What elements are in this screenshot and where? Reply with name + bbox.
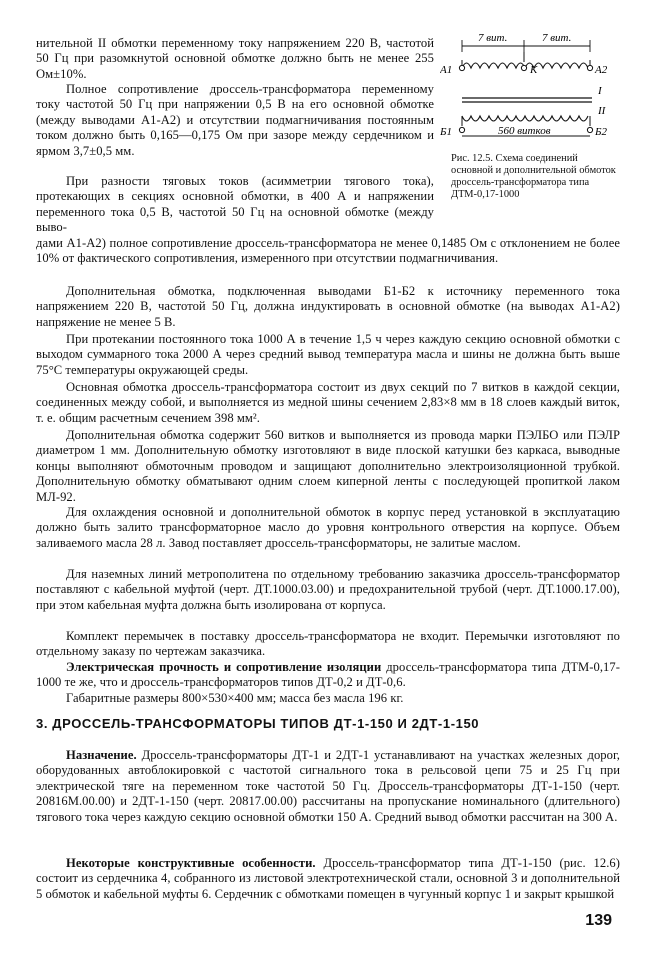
terminal-k-label: К: [530, 64, 538, 76]
paragraph: При протекании постоянного тока 1000 А в течение 1,5 ч через каждую секцию основной обмотки с выходом суммарного тока 2000 А через средний вывод температура масла и шины не должна быть выше 75°С температуры окружающей среды.: [36, 332, 620, 377]
terminal-a2-label: А2: [595, 64, 608, 76]
bottom-turns-label: 560 витков: [498, 125, 551, 137]
paragraph-lead: Назначение.: [66, 748, 137, 762]
paragraph: Основная обмотка дроссель-трансформатора состоит из двух секций по 7 витков в каждой секции, соединенных между собой, и выполняется из медной шины сечением 2,83×8 мм в 18 слоев каждый виток, т. е. общим расчетным сечением 398 мм².: [36, 380, 620, 425]
paragraph: Для наземных линий метрополитена по отдельному требованию заказчика дроссель-трансформатор поставляют с кабельной муфтой (черт. ДТ.1000.03.00) и предохранительной трубой (черт. ДТ.1000.17.00), при этом кабельная муфта должна быть изолирована от корпуса.: [36, 567, 620, 612]
paragraph: нительной II обмотки переменному току напряжением 220 В, частотой 50 Гц при разомкнутой основной обмотке должно быть не менее 255 Ом±10%.: [36, 36, 434, 81]
figure-caption: Рис. 12.5. Схема соединений основной и дополнительной обмоток дроссель-трансформатора типа ДТМ-0,17-1000: [451, 153, 616, 200]
paragraph: Комплект перемычек в поставку дроссель-трансформатора не входит. Перемычки изготовляют по отдельному заказу по чертежам заказчика.: [36, 629, 620, 659]
paragraph: Полное сопротивление дроссель-трансформатора переменному току частотой 50 Гц при напряжении 0,5 В на его основной обмотке (между выводами А1-А2) и отсутствии подмагничивания постоянным током должно быть 0,165—0,175 Ом при зазоре между сердечником и ярмом 3,7±0,5 мм.: [36, 82, 434, 158]
page-number: 139: [585, 912, 612, 929]
paragraph-body: Дроссель-трансформатор типа ДТ-1-150 (рис. 12.6) состоит из сердечника 4, собранного из листовой электротехнической стали, основной 3 и дополнительной 5 обмоток и кабельной муфты 6. Сердечник с обмотками помещен в чугунный корпус 1 и закрыт крышкой: [36, 856, 620, 901]
winding-1-label: I: [598, 85, 602, 97]
paragraph-body: Дроссель-трансформаторы ДТ-1 и 2ДТ-1 устанавливают на участках железных дорог, оборудованных автоблокировкой с частотой сигнального тока в рельсовой цепи 75 и 25 Гц при электрической тяге на переменном токе частотой 50 Гц. Дроссель-трансформаторы ДТ-1-150 (черт. 20816М.00.00) и 2ДТ-1-150 (черт. 20817.00.00) рассчитаны на пропускание номинального (длительного) тягового тока через каждую секцию основной обмотки 150 А. Средний вывод обмотки рассчитан на 300 А.: [36, 748, 620, 824]
terminal-a1-label: А1: [440, 64, 453, 76]
paragraph: дами А1-А2) полное сопротивление дроссель-трансформатора не менее 0,1485 Ом с отклонением не более 10% от фактического сопротивления, измеренного при отсутствии подмагничивания.: [36, 236, 620, 266]
paragraph: Дополнительная обмотка, подключенная выводами Б1-Б2 к источнику переменного тока напряжением 220 В, частотой 50 Гц, должна индуктировать в основной обмотке (на выводах А1-А2) напряжение не менее 5 В.: [36, 284, 620, 329]
paragraph-lead: Электрическая прочность и сопротивление изоляции: [66, 660, 382, 674]
winding-2-label: II: [598, 105, 606, 117]
paragraph: Для охлаждения основной и дополнительной обмоток в корпус перед установкой в эксплуатацию должно быть залито трансформаторное масло до уровня контрольного отверстия на корпусе. Объем заливаемого масла 28 л. Завод поставляет дроссель-трансформаторы, не залитые маслом.: [36, 505, 620, 550]
top-left-turns-label: 7 вит.: [478, 32, 508, 44]
paragraph: При разности тяговых токов (асимметрии тягового тока), протекающих в секциях основной обмотки, в 400 А и напряжении переменного тока 0,5 В, частотой 50 Гц на основной обмотке (между выво-: [36, 174, 434, 235]
section-heading: 3. ДРОССЕЛЬ-ТРАНСФОРМАТОРЫ ТИПОВ ДТ-1-150 И 2ДТ-1-150: [36, 716, 480, 731]
paragraph: [36, 748, 620, 825]
paragraph-lead: Некоторые конструктивные особенности.: [66, 856, 316, 870]
paragraph: Дополнительная обмотка содержит 560 витков и выполняется из провода марки ПЭЛБО или ПЭЛР диаметром 1 мм. Дополнительную обмотку изготовляют в виде плоской катушки без каркаса, выводные концы выполняют обмоточным проводом и защищают дополнительно электроизоляционной трубкой. Дополнительную обмотку обматывают одним слоем киперной ленты с последующей пропиткой лаком МЛ-92.: [36, 428, 620, 504]
paragraph: Габаритные размеры 800×530×400 мм; масса без масла 196 кг.: [66, 691, 404, 705]
paragraph-body: дроссель-трансформатора типа ДТМ-0,17-1000 те же, что и дроссель-трансформаторов типов ДТ-0,2 и ДТ-0,6.: [36, 660, 620, 690]
terminal-b2-label: Б2: [595, 126, 607, 138]
terminal-b1-label: Б1: [440, 126, 452, 138]
top-right-turns-label: 7 вит.: [542, 32, 572, 44]
paragraph: [36, 856, 620, 902]
winding-connection-diagram: [440, 30, 630, 150]
paragraph: [36, 660, 620, 691]
